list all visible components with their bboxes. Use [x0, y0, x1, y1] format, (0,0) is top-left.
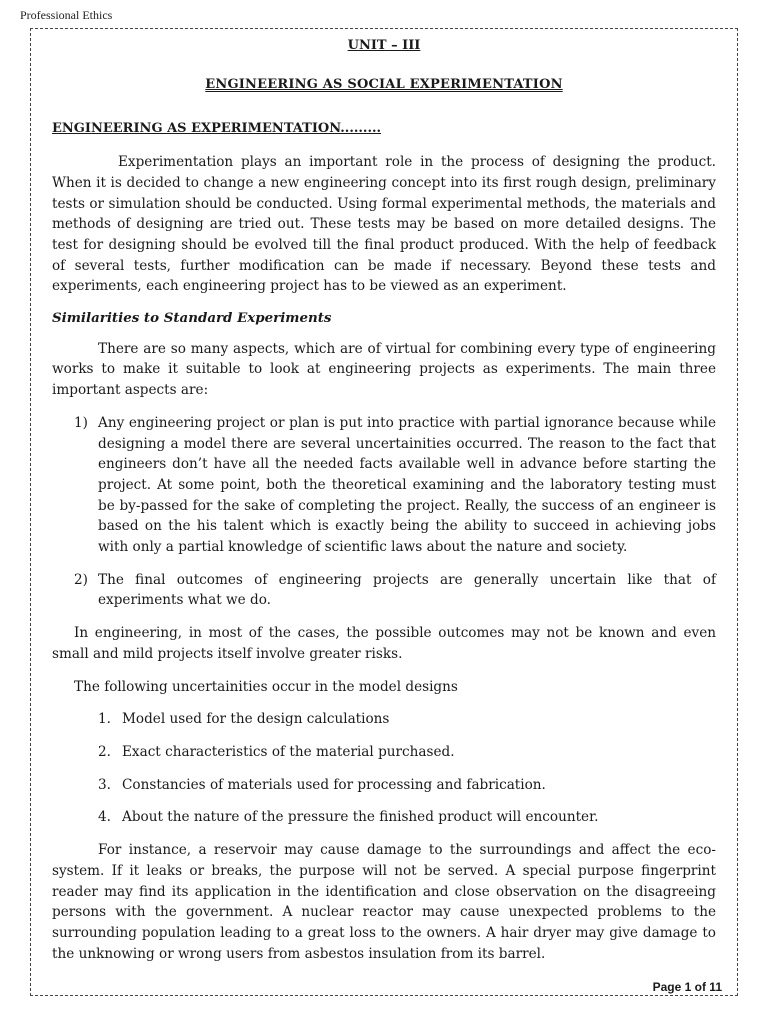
chapter-title: ENGINEERING AS SOCIAL EXPERIMENTATION	[205, 76, 563, 92]
list-marker: 4.	[98, 809, 111, 826]
aspect-text: The final outcomes of engineering projects are generally uncertain like that of experiments what we do.	[98, 571, 716, 609]
aspect-text: Any engineering project or plan is put into practice with partial ignorance because while designing a model there are several uncertainities occurred. The reason to the fact that engineers don’t have all the needed facts available well in advance before starting the project. At some point, both the theoretical examining and the laboratory testing must be by-passed for the sake of completing the project. Really, the success of an engineer is based on the his talent which is exactly being the ability to succeed in achieving jobs with only a partial knowledge of scientific laws about the nature and society.	[98, 414, 716, 556]
uncertainties-intro: The following uncertainities occur in the model designs	[74, 678, 458, 695]
aspect-item-1	[74, 413, 716, 558]
section-paragraph: There are so many aspects, which are of virtual for combining every type of engineering works to make it suitable to look at engineering projects as experiments. The main three important aspects are:	[52, 340, 716, 399]
intro-paragraph: Experimentation plays an important role in the process of designing the product. When it is decided to change a new engineering concept into its first rough design, preliminary tests or simulation should be conducted. Using formal experimental methods, the materials and methods of designing are tried out. These tests may be based on more detailed designs. The test for designing should be evolved till the final product produced. With the help of feedback of several tests, further modification can be made if necessary. Beyond these tests and experiments, each engineering project has to be viewed as an experiment.	[52, 154, 716, 295]
unit-heading: UNIT – III	[347, 38, 421, 53]
document-body	[52, 36, 716, 964]
list-text: About the nature of the pressure the finished product will encounter.	[122, 809, 599, 826]
uncertainties-list	[98, 709, 716, 828]
list-text: Constancies of materials used for processing and fabrication.	[122, 776, 546, 793]
list-item	[98, 807, 716, 828]
section-heading: Similarities to Standard Experiments	[52, 310, 332, 327]
section-subtitle: ENGINEERING AS EXPERIMENTATION.........	[52, 121, 382, 137]
list-marker: 3.	[98, 776, 111, 793]
aspect-marker: 1)	[74, 414, 88, 431]
list-item	[98, 709, 716, 730]
outcomes-paragraph: In engineering, in most of the cases, the possible outcomes may not be known and even small and mild projects itself involve greater risks.	[52, 625, 716, 662]
list-text: Exact characteristics of the material purchased.	[122, 743, 455, 760]
aspect-marker: 2)	[74, 571, 88, 588]
page-number: Page 1 of 11	[652, 980, 722, 994]
list-text: Model used for the design calculations	[122, 711, 390, 728]
list-item	[98, 742, 716, 763]
example-paragraph: For instance, a reservoir may cause damage to the surroundings and affect the eco-system. If it leaks or breaks, the purpose will not be served. A special purpose fingerprint reader may find its application in the identification and close observation on the disagreeing persons with the government. A nuclear reactor may cause unexpected problems to the surrounding population leading to a great loss to the owners. A hair dryer may give damage to the unknowing or wrong users from asbestos insulation from its barrel.	[52, 842, 716, 962]
aspect-item-2	[74, 570, 716, 611]
list-marker: 2.	[98, 743, 111, 760]
running-header: Professional Ethics	[20, 8, 113, 22]
list-item	[98, 775, 716, 796]
list-marker: 1.	[98, 711, 111, 728]
